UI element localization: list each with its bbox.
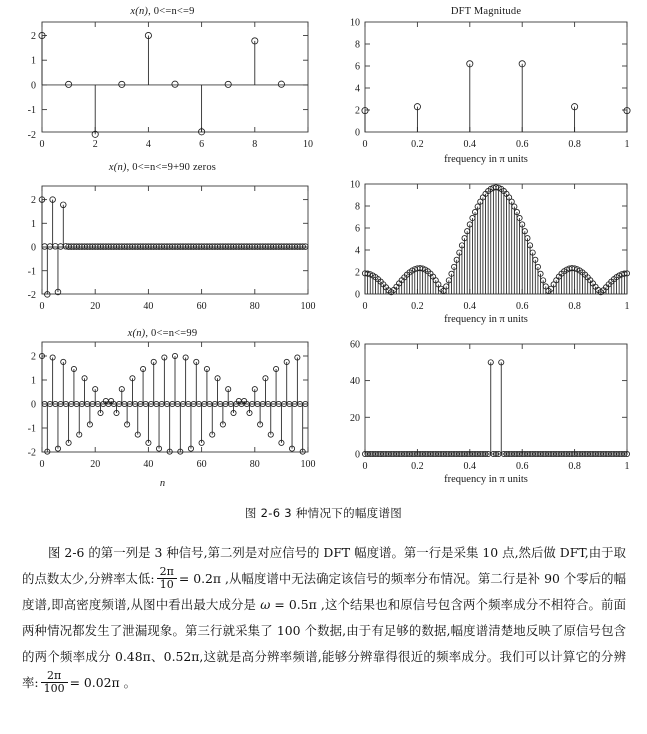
xtick-signal-100pt-1: 20: [90, 459, 101, 470]
ytick-dft-10pt-5: 10: [350, 17, 360, 29]
chart-signal-10pt: [0, 6, 325, 161]
ytick-dft-zeropad-3: 6: [355, 223, 360, 235]
fraction-2pi-over-10: [157, 566, 177, 590]
fraction-denominator: 100: [41, 682, 68, 695]
ytick-signal-10pt-2: 0: [31, 80, 36, 92]
xtick-signal-zeropad-1: 20: [90, 301, 101, 312]
xlabel-dft-10pt: frequency in π units: [444, 154, 528, 165]
ytick-dft-10pt-4: 8: [355, 39, 360, 51]
ytick-signal-100pt-0: 2: [31, 351, 36, 363]
xtick-signal-100pt-5: 100: [300, 459, 316, 470]
stem-series-dft-100pt: [362, 360, 629, 457]
xtick-dft-10pt-3: 0.6: [515, 139, 529, 150]
xtick-dft-10pt-5: 1: [624, 139, 630, 150]
xtick-dft-10pt-0: 0: [362, 139, 368, 150]
body-part-1: 图 2-6 的第一列是 3 种信号,第二列是对应信号的 DFT 幅度谱。第一行是采集 10 点,然后做 DFT,由于取的点数太少,分辨率太低:: [22, 545, 626, 586]
xtick-signal-zeropad-3: 60: [196, 301, 207, 312]
xtick-dft-100pt-2: 0.4: [463, 461, 477, 472]
chart-signal-zeropad: [0, 162, 325, 324]
plot-area-dft-10pt: [325, 6, 647, 156]
fraction-numerator: 2π: [46, 669, 62, 683]
ytick-signal-zeropad-0: 2: [31, 195, 36, 207]
xtick-dft-100pt-1: 0.2: [411, 461, 424, 472]
xlabel-dft-100pt: frequency in π units: [444, 474, 528, 485]
xtick-dft-10pt-2: 0.4: [463, 139, 477, 150]
xtick-dft-10pt-4: 0.8: [568, 139, 581, 150]
ytick-dft-zeropad-2: 4: [355, 245, 360, 257]
ytick-dft-10pt-3: 6: [355, 61, 360, 73]
xtick-signal-zeropad-2: 40: [143, 301, 154, 312]
body-part-2: = 0.2π ,从幅度谱中无法确定该信号的频率分布情况。第二行是补 90 个零后的幅度谱,即高密度频谱,从图中看出最大成分是: [22, 571, 626, 612]
ytick-signal-10pt-1: 1: [31, 55, 36, 67]
title-xn: x(n): [130, 6, 149, 17]
ytick-dft-zeropad-5: 10: [350, 179, 360, 191]
ytick-dft-10pt-0: 0: [355, 127, 360, 139]
ytick-signal-10pt-0: 2: [31, 31, 36, 42]
xtick-dft-zeropad-2: 0.4: [463, 301, 477, 312]
xtick-signal-10pt-1: 2: [92, 139, 98, 150]
body-paragraph: [22, 540, 626, 696]
ytick-dft-zeropad-1: 2: [355, 267, 360, 279]
xtick-dft-100pt-3: 0.6: [515, 461, 529, 472]
xtick-signal-10pt-5: 10: [303, 139, 313, 150]
xtick-signal-zeropad-4: 80: [249, 301, 260, 312]
xtick-dft-zeropad-0: 0: [362, 301, 368, 312]
ytick-dft-10pt-1: 2: [355, 105, 360, 117]
figure-caption: 图 2-6 3 种情况下的幅度谱图: [244, 506, 403, 520]
xlabel-dft-zeropad: frequency in π units: [444, 314, 528, 325]
fraction-2pi-over-100: [41, 670, 68, 694]
title-xn: x(n): [127, 328, 146, 339]
chart-title-signal-zeropad: [0, 162, 325, 173]
body-text: [22, 540, 626, 696]
stem-series-dft-10pt: [362, 61, 630, 132]
body-part-3: = 0.5π ,这个结果也和原信号包含两个频率成分不相符合。前面两种情况都发生了泄漏现象。第三行就采集了 100 个数据,由于有足够的数据,幅度谱清楚地反映了原信号包含的两个频率成分 0.48π、0.52π,这就是高分辨率频谱,能够分辨靠得很近的频率成分。我们可以计算它的分辨率:: [22, 597, 626, 690]
xtick-dft-zeropad-5: 1: [624, 301, 630, 312]
xtick-dft-100pt-4: 0.8: [568, 461, 581, 472]
plot-area-dft-100pt: [325, 330, 647, 475]
ytick-signal-100pt-3: -1: [27, 423, 36, 435]
ytick-signal-zeropad-4: -2: [27, 290, 36, 301]
ytick-signal-100pt-1: 1: [31, 375, 36, 387]
chart-title-signal-100pt: [0, 328, 325, 339]
ytick-signal-zeropad-1: 1: [31, 218, 36, 230]
fraction-numerator: 2π: [159, 565, 174, 579]
ytick-dft-10pt-2: 4: [355, 83, 360, 95]
fraction-denominator: 10: [157, 578, 177, 591]
chart-title-dft-10pt: DFT Magnitude: [450, 6, 522, 17]
xtick-signal-10pt-2: 4: [145, 139, 151, 150]
ytick-dft-zeropad-0: 0: [355, 289, 360, 301]
xtick-signal-100pt-4: 80: [249, 459, 260, 470]
plot-area-dft-zeropad: [325, 170, 647, 315]
plot-area-signal-zeropad: [0, 162, 325, 314]
xtick-dft-zeropad-4: 0.8: [568, 301, 581, 312]
title-range: , 0<=n<=99: [145, 328, 198, 339]
chart-dft-zeropad: [325, 170, 647, 330]
ytick-signal-10pt-3: -1: [27, 105, 36, 117]
xtick-dft-100pt-0: 0: [362, 461, 368, 472]
ytick-dft-100pt-1: 20: [350, 412, 360, 424]
stem-series-dft-zeropad: [362, 185, 629, 295]
omega-symbol: ω: [260, 597, 271, 612]
ytick-signal-100pt-2: 0: [31, 399, 36, 411]
xtick-signal-10pt-3: 6: [199, 139, 205, 150]
ytick-dft-100pt-0: 0: [355, 449, 360, 461]
xtick-signal-100pt-3: 60: [196, 459, 207, 470]
xtick-signal-10pt-0: 0: [39, 139, 45, 150]
xtick-dft-100pt-5: 1: [624, 461, 630, 472]
xtick-dft-zeropad-3: 0.6: [515, 301, 529, 312]
xtick-dft-zeropad-1: 0.2: [411, 301, 424, 312]
ytick-signal-zeropad-3: -1: [27, 266, 36, 278]
chart-dft-10pt: [325, 6, 647, 171]
title-range: , 0<=n<=9: [148, 6, 195, 17]
body-part-4: = 0.02π 。: [69, 675, 136, 690]
ytick-signal-zeropad-2: 0: [31, 242, 36, 254]
xtick-signal-zeropad-0: 0: [39, 301, 45, 312]
ytick-signal-100pt-4: -2: [27, 447, 36, 459]
xtick-dft-10pt-1: 0.2: [411, 139, 424, 150]
title-range: , 0<=n<=9+90 zeros: [126, 162, 217, 173]
ytick-dft-zeropad-4: 8: [355, 201, 360, 213]
xlabel-n-italic: n: [159, 478, 166, 489]
xtick-signal-10pt-4: 8: [252, 139, 258, 150]
chart-title-signal-10pt: [0, 6, 325, 17]
chart-dft-100pt: [325, 330, 647, 495]
xlabel-signal-100pt: [0, 478, 325, 489]
plot-area-signal-100pt: [0, 328, 325, 473]
xtick-signal-100pt-0: 0: [39, 459, 45, 470]
xtick-signal-100pt-2: 40: [143, 459, 154, 470]
title-xn: x(n): [108, 162, 127, 173]
ytick-signal-10pt-4: -2: [27, 129, 36, 141]
xtick-signal-zeropad-5: 100: [300, 301, 316, 312]
ytick-dft-100pt-2: 40: [350, 376, 360, 388]
chart-signal-100pt: [0, 328, 325, 498]
ytick-dft-100pt-3: 60: [350, 339, 360, 351]
plot-area-signal-10pt: [0, 6, 325, 156]
